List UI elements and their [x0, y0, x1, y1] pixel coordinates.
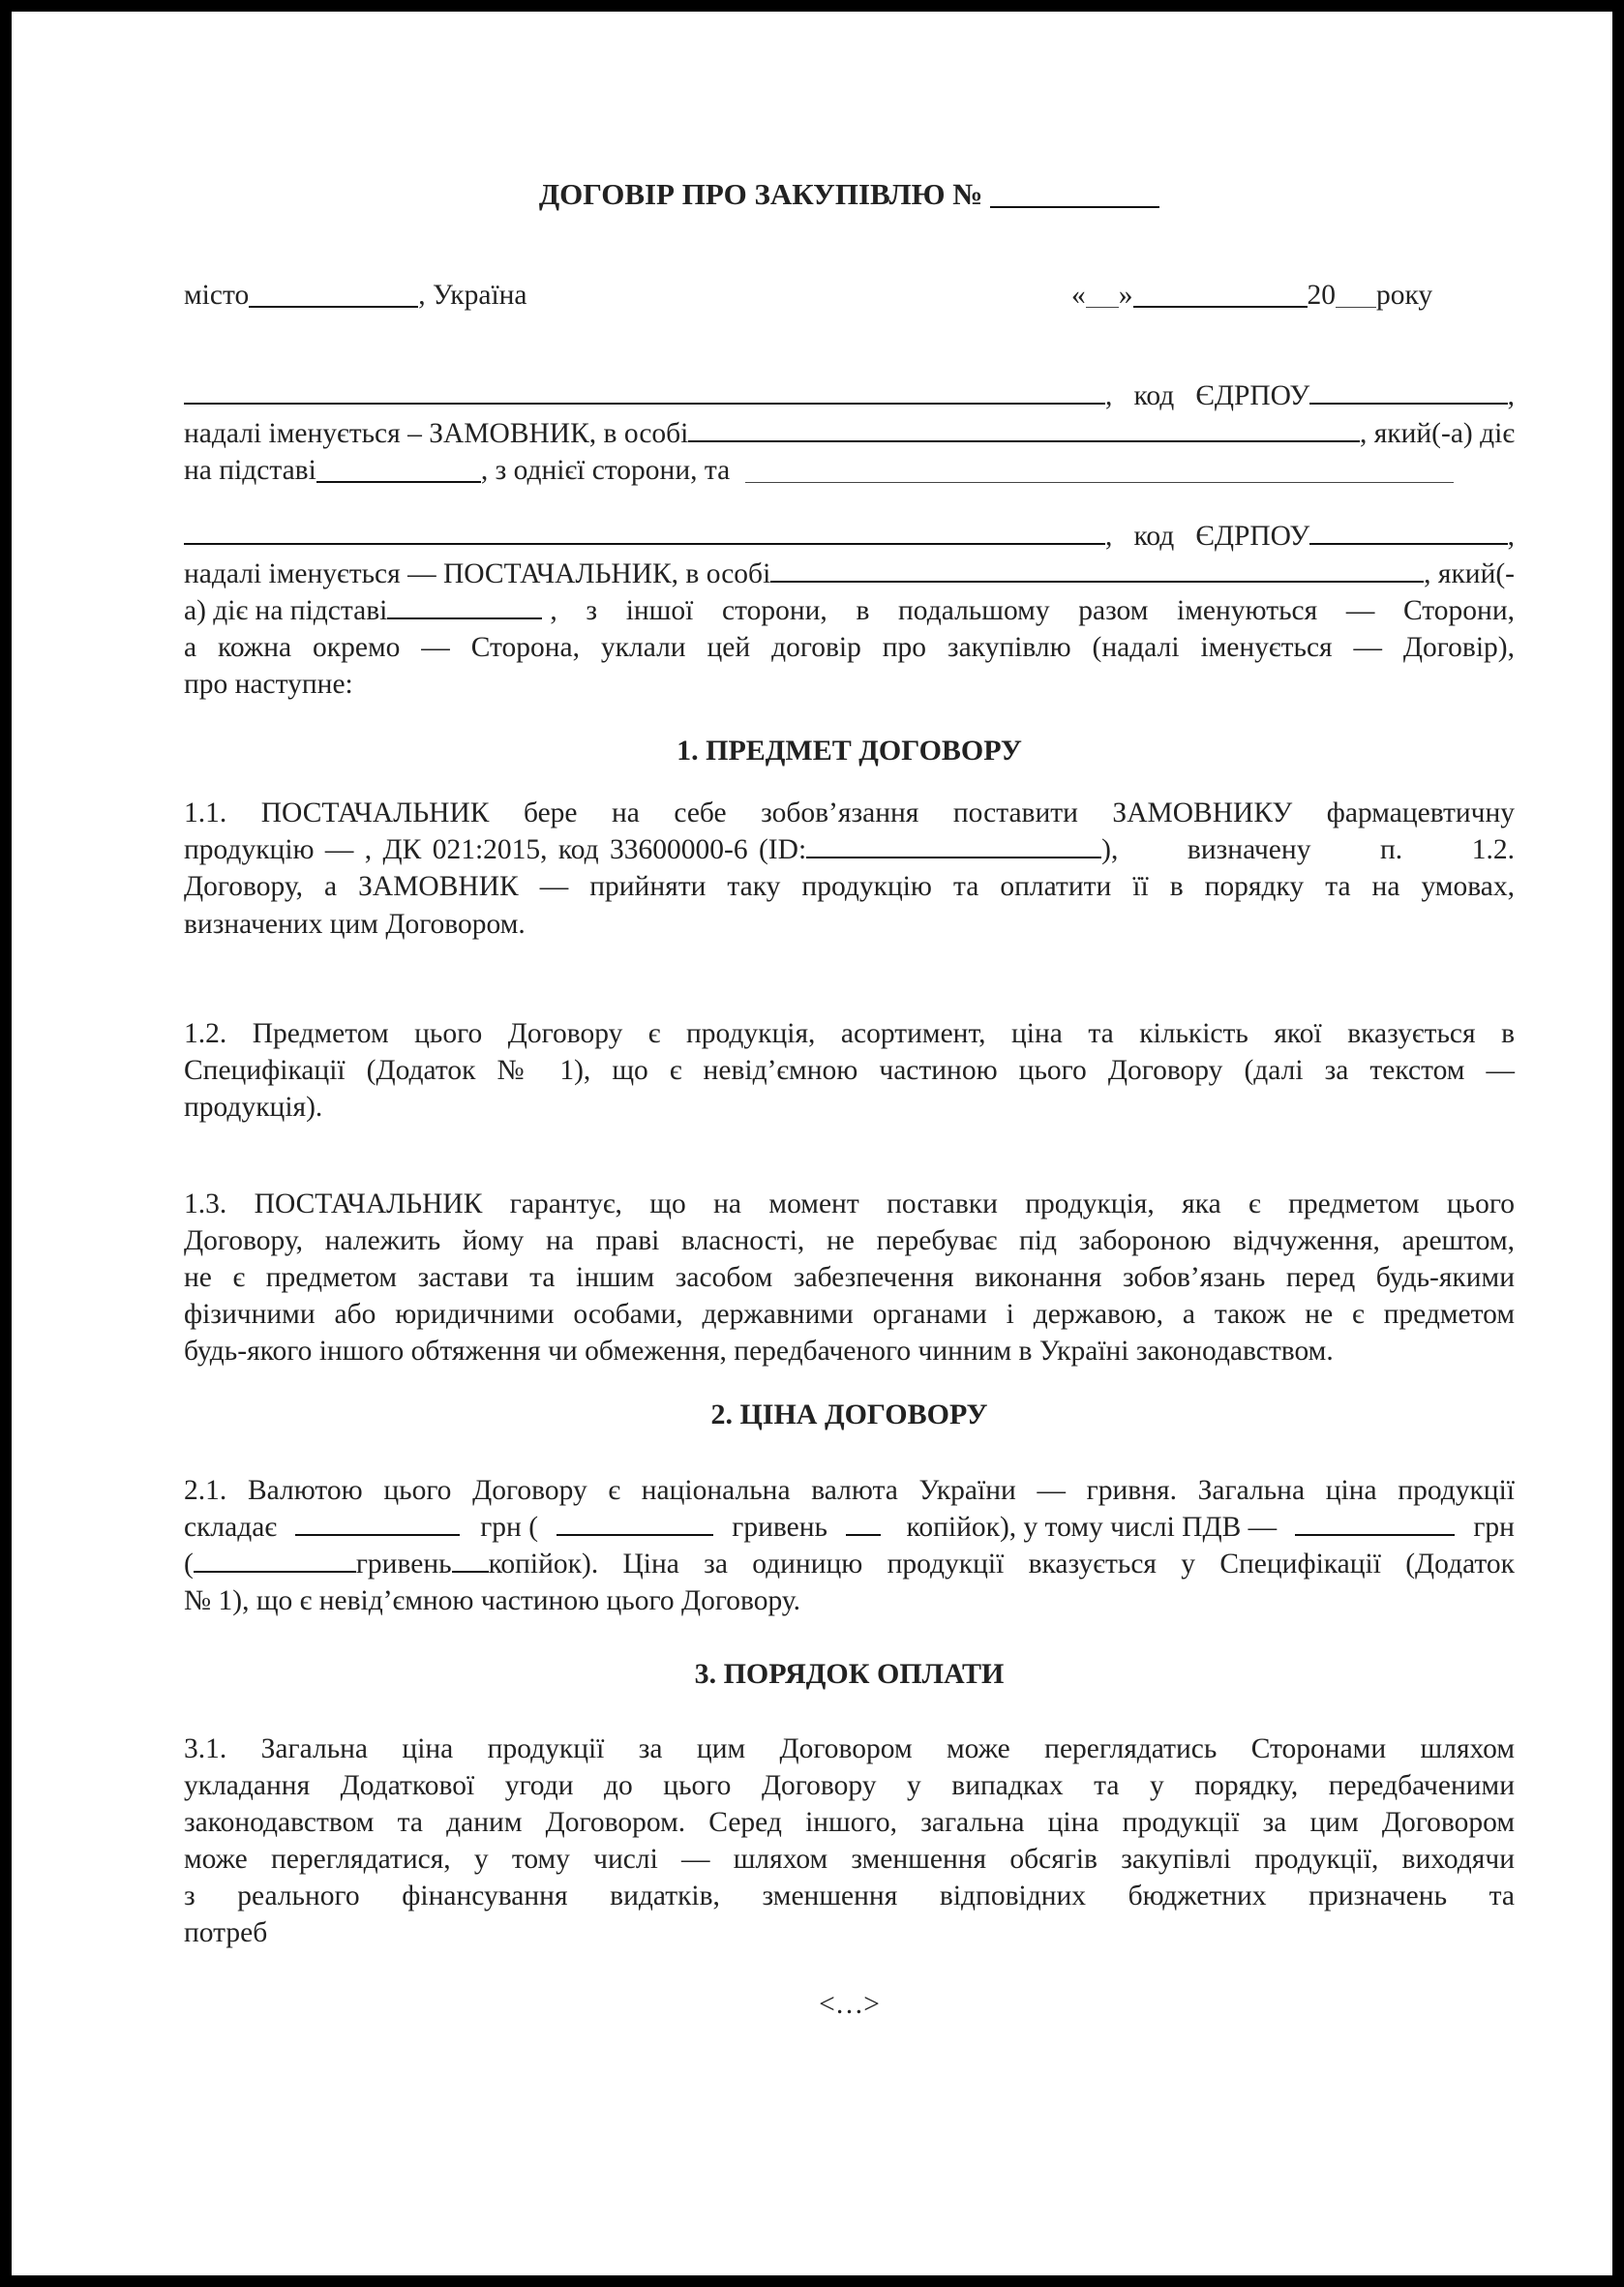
paragraph-3-1-line: законодавством та даним Договором. Серед іншого, загальна ціна продукції за цим Договором	[184, 1807, 1515, 1838]
open-paren: (	[184, 1549, 194, 1580]
contract-number-field[interactable]	[990, 181, 1159, 208]
supplier-side-text: , з іншої сторони, в подальшому разом іменуються — Сторони,	[550, 595, 1515, 626]
supplier-line-5: про наступне:	[184, 669, 353, 700]
customer-basis-label: на підставі	[184, 455, 316, 486]
paragraph-1-1-line: визначених цим Договором.	[184, 909, 526, 940]
supplier-line-4: а кожна окремо — Сторона, уклали цей договір про закупівлю (надалі іменується — Договір),	[184, 632, 1515, 663]
supplier-line-2	[184, 556, 1515, 592]
section-2-heading: 2. ЦІНА ДОГОВОРУ	[710, 1399, 988, 1430]
year-prefix: 20	[1307, 280, 1336, 311]
supplier-edrpou-label: , код ЄДРПОУ	[1105, 521, 1310, 552]
customer-basis-field[interactable]	[316, 456, 481, 483]
paragraph-2-1-line	[184, 1509, 1515, 1546]
currency-label: грн (	[480, 1512, 539, 1543]
section-1-heading: 1. ПРЕДМЕТ ДОГОВОРУ	[677, 735, 1022, 767]
paragraph-1-1-line: Договору, а ЗАМОВНИК — прийняти таку продукцію та оплатити її в порядку та на умовах,	[184, 871, 1515, 902]
total-hryvnia-words-field[interactable]	[556, 1509, 713, 1536]
supplier-acts-text: , який(-	[1424, 558, 1515, 589]
customer-edrpou-label: , код ЄДРПОУ	[1105, 380, 1310, 411]
country-label: , Україна	[418, 280, 527, 311]
supplier-line-1	[184, 518, 1515, 555]
year-field[interactable]	[1336, 282, 1376, 308]
vat-label: копійок), у тому числі ПДВ —	[899, 1512, 1278, 1543]
customer-acts-text: , який(-а) діє	[1359, 418, 1515, 449]
year-suffix: року	[1376, 280, 1433, 311]
date-open-quote: «	[1071, 280, 1086, 311]
comma: ,	[1507, 380, 1515, 411]
supplier-basis-label: а) діє на підставі	[184, 595, 388, 626]
paragraph-1-3-line: будь-якого іншого обтяження чи обмеження, передбаченого чинним в Україні законодавством.	[184, 1336, 1334, 1367]
customer-representative-field[interactable]	[688, 415, 1360, 442]
customer-side-text: , з однієї сторони, та	[480, 455, 731, 486]
vat-kopecks-field[interactable]	[452, 1546, 489, 1573]
total-kopecks-field[interactable]	[846, 1509, 881, 1536]
paragraph-1-1-line	[184, 831, 1515, 868]
paragraph-1-2-line: Специфікації (Додаток № 1), що є невід’ємною частиною цього Договору (далі за текстом —	[184, 1055, 1515, 1086]
date-group	[1071, 277, 1432, 314]
paragraph-3-1-line: потреб	[184, 1917, 268, 1948]
customer-line-3	[184, 452, 1515, 489]
supplier-name-field[interactable]	[184, 518, 1105, 545]
customer-name-field[interactable]	[184, 377, 1105, 405]
defined-clause-text: ), визначену п. 1.2.	[1101, 834, 1515, 865]
amount-label: складає	[184, 1512, 278, 1543]
customer-edrpou-field[interactable]	[1309, 377, 1507, 405]
paragraph-3-1-line: з реального фінансування видатків, зменшення відповідних бюджетних призначень та	[184, 1881, 1515, 1911]
day-field[interactable]	[1086, 282, 1119, 308]
city-label: місто	[184, 280, 250, 311]
date-close-quote: »	[1118, 280, 1133, 311]
vat-hryvnia-words-field[interactable]	[194, 1546, 356, 1573]
supplier-representative-field[interactable]	[770, 556, 1424, 583]
customer-extra-field[interactable]	[745, 457, 1454, 483]
hryvnia-label: гривень	[732, 1512, 827, 1543]
customer-role-text: надалі іменується – ЗАМОВНИК, в особі	[184, 418, 689, 449]
paragraph-1-1-line: 1.1. ПОСТАЧАЛЬНИК бере на себе зобов’язання поставити ЗАМОВНИКУ фармацевтичну	[184, 797, 1515, 828]
comma: ,	[1507, 521, 1515, 552]
title-text: ДОГОВІР ПРО ЗАКУПІВЛЮ №	[538, 177, 983, 211]
hryvnia-label: гривень	[355, 1549, 452, 1580]
paragraph-2-1-line: 2.1. Валютою цього Договору є національна валюта України — гривня. Загальна ціна продукції	[184, 1475, 1515, 1506]
month-field[interactable]	[1133, 281, 1308, 308]
product-code-text: продукцію — , ДК 021:2015, код 33600000-6 (ID:	[184, 834, 807, 865]
paragraph-1-2-line: 1.2. Предметом цього Договору є продукція, асортимент, ціна та кількість якої вказується в	[184, 1018, 1515, 1049]
city-field[interactable]	[249, 281, 418, 308]
unit-price-text: копійок). Ціна за одиницю продукції вказується у Специфікації (Додаток	[488, 1549, 1515, 1580]
customer-line-2	[184, 415, 1515, 452]
supplier-line-3	[184, 592, 1515, 629]
paragraph-1-2-line: продукція).	[184, 1092, 323, 1123]
section-3-heading: 3. ПОРЯДОК ОПЛАТИ	[694, 1658, 1005, 1690]
supplier-basis-field[interactable]	[387, 592, 542, 619]
paragraph-1-3-line: не є предметом застави та іншим засобом забезпечення виконання зобов’язань перед будь-якими	[184, 1262, 1515, 1293]
total-amount-field[interactable]	[295, 1509, 460, 1536]
paragraph-3-1-line: 3.1. Загальна ціна продукції за цим Договором може переглядатись Сторонами шляхом	[184, 1733, 1515, 1764]
customer-line-1	[184, 377, 1515, 414]
paragraph-1-3-line: Договору, належить йому на праві власності, не перебуває під забороною відчуження, арештом,	[184, 1225, 1515, 1256]
place-date-line	[184, 277, 1515, 314]
continuation-marker: <…>	[819, 1989, 880, 2020]
document-title	[184, 176, 1515, 215]
paragraph-3-1-line: укладання Додаткової угоди до цього Договору у випадках та у порядку, передбаченими	[184, 1770, 1515, 1801]
paragraph-2-1-line	[184, 1546, 1515, 1582]
vat-currency-label: грн	[1473, 1512, 1515, 1543]
paragraph-2-1-line: № 1), що є невід’ємною частиною цього Договору.	[184, 1585, 800, 1616]
product-id-field[interactable]	[806, 831, 1101, 858]
supplier-role-text: надалі іменується — ПОСТАЧАЛЬНИК, в особі	[184, 558, 771, 589]
supplier-edrpou-field[interactable]	[1309, 518, 1507, 545]
paragraph-1-3-line: фізичними або юридичними особами, державними органами і державою, а також не є предметом	[184, 1299, 1515, 1330]
paragraph-1-3-line: 1.3. ПОСТАЧАЛЬНИК гарантує, що на момент поставки продукція, яка є предметом цього	[184, 1189, 1515, 1219]
paragraph-3-1-line: може переглядатися, у тому числі — шляхом зменшення обсягів закупівлі продукції, виходячи	[184, 1844, 1515, 1875]
vat-amount-field[interactable]	[1295, 1509, 1455, 1536]
